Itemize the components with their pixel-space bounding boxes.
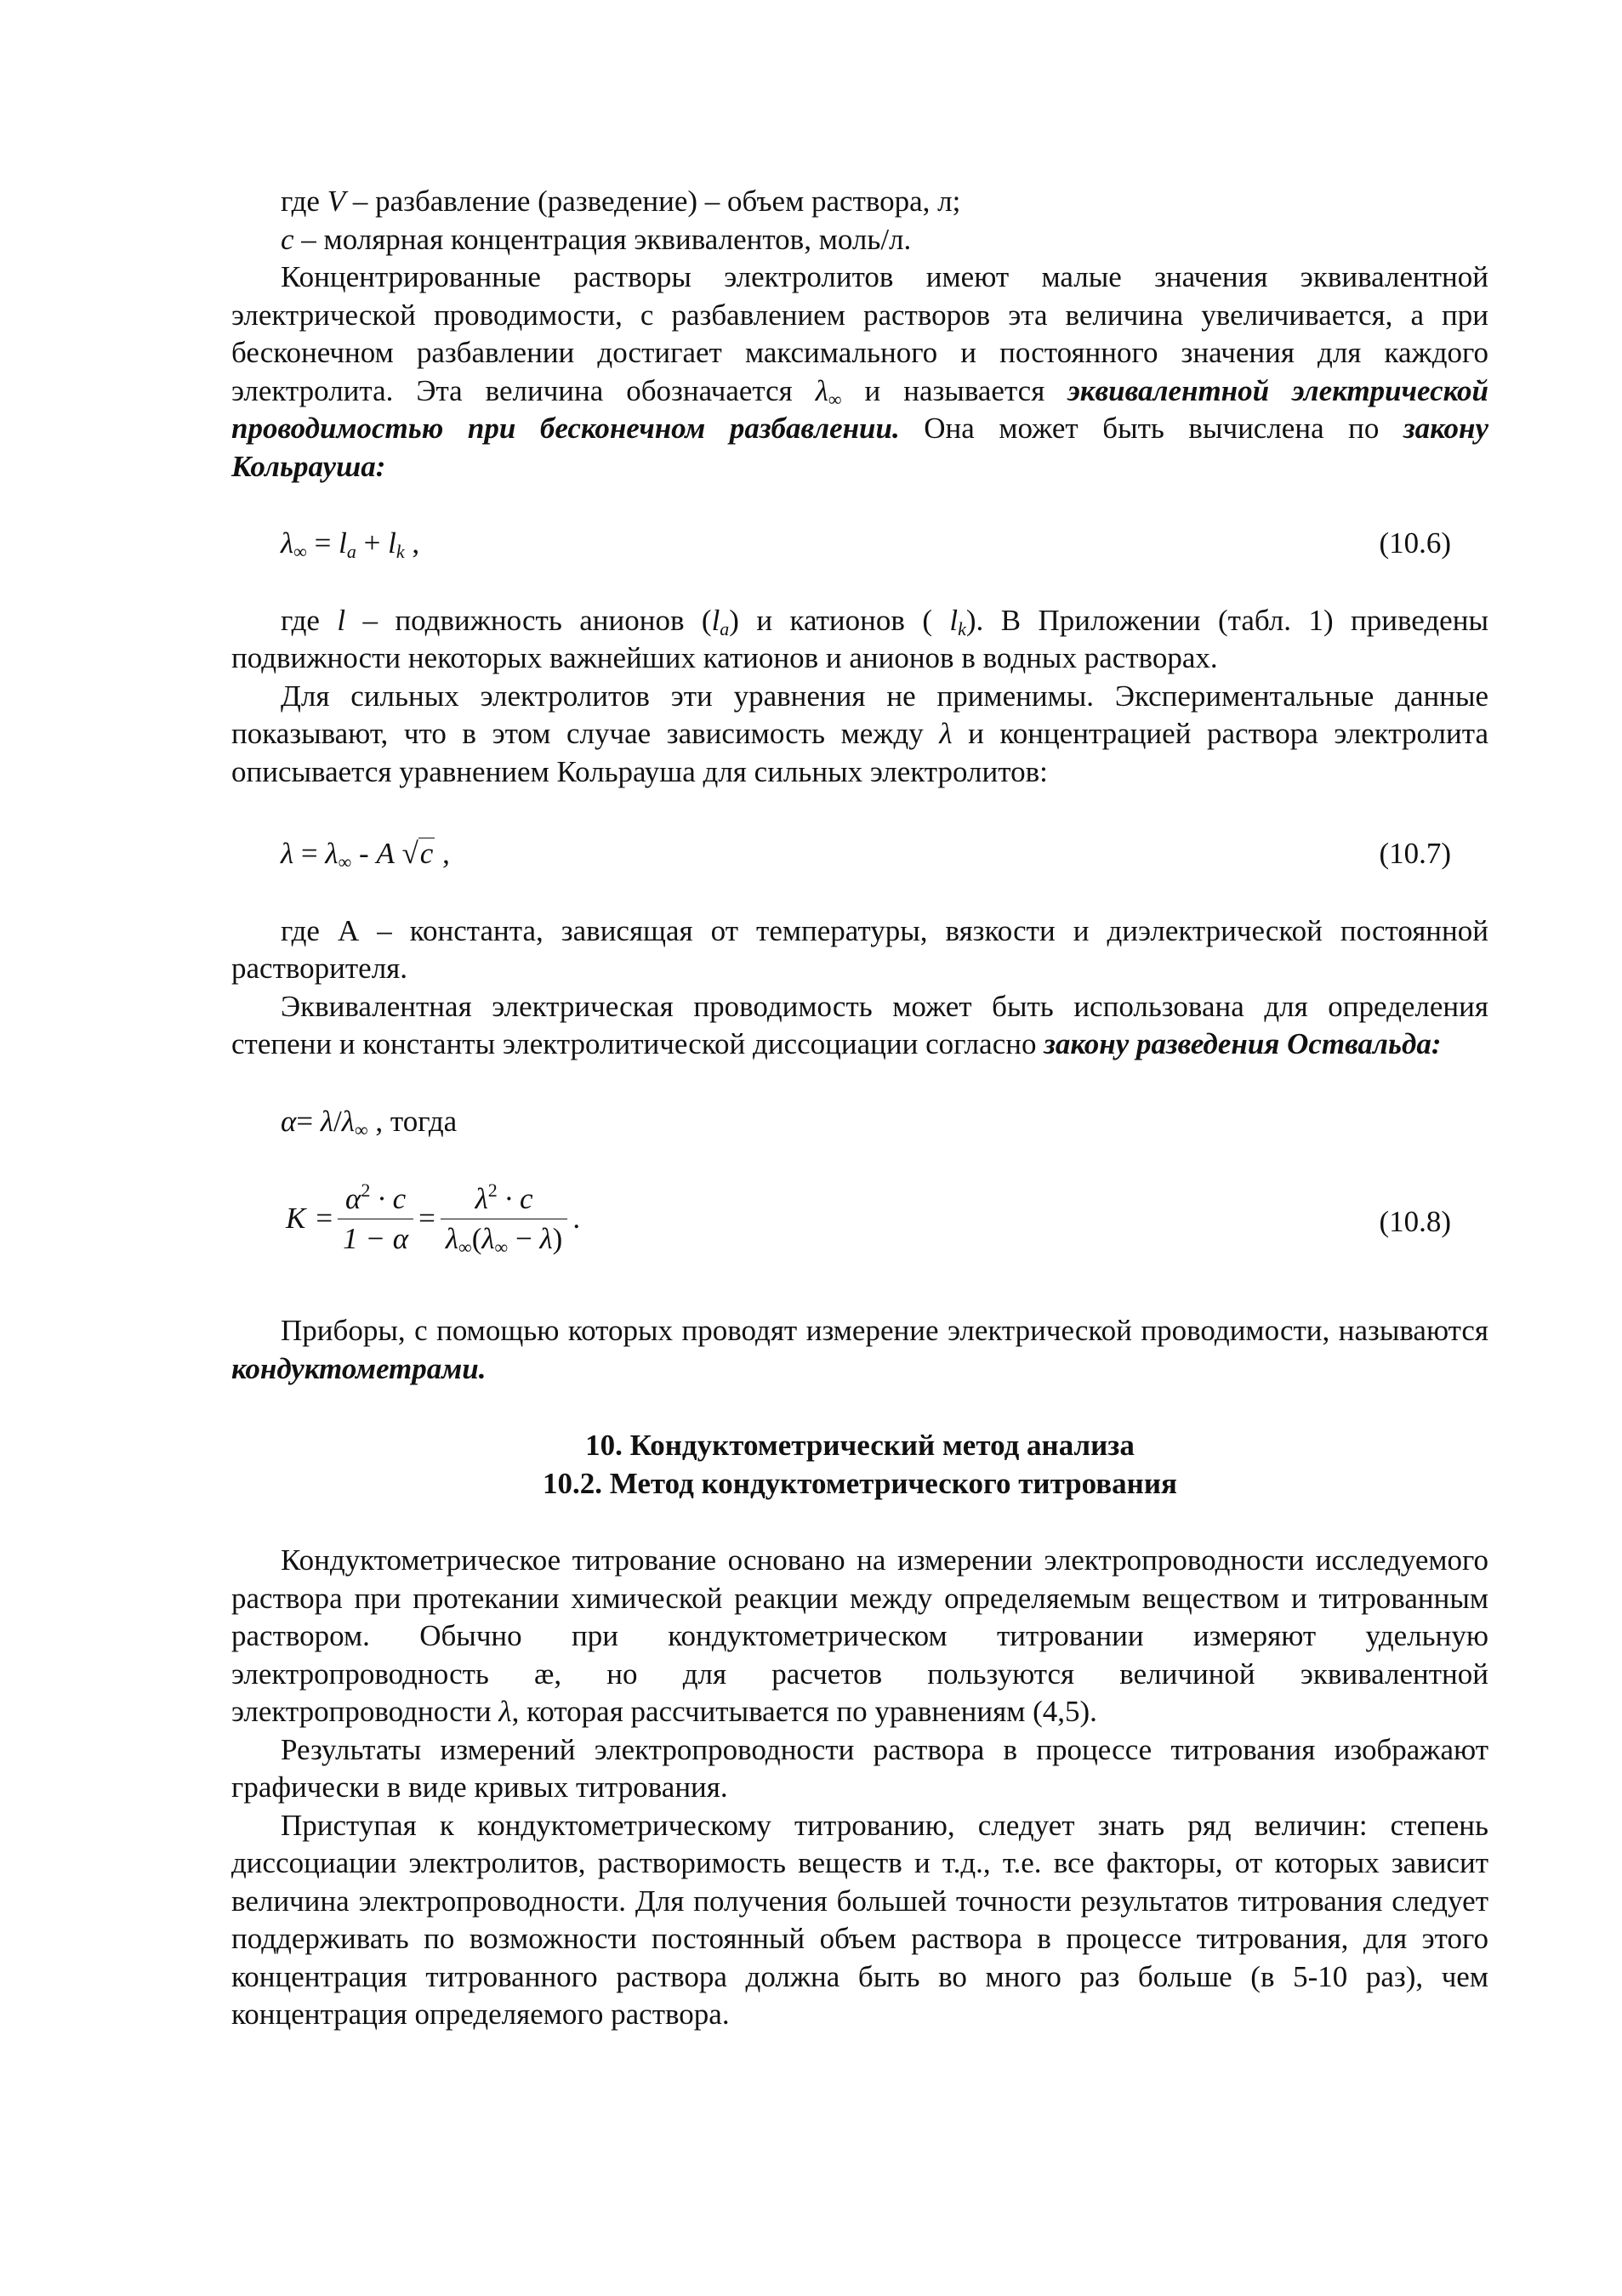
text: Концентрированные растворы электролитов имеют малые значения эквивалентной электрической проводимости, с разбавлением растворов эта величина увеличивается, а при бесконечном разбавлении достигает максимального и постоянного значения для каждого электролита. Эта величина обозначается <box>231 260 1488 407</box>
sym: A <box>376 837 395 870</box>
sym: l <box>388 526 396 560</box>
equation-number: (10.8) <box>1379 1205 1451 1238</box>
sym: λ <box>445 1222 459 1255</box>
term-highlight: эквивалентной электрической проводимостью при бесконечном разбавлении. <box>231 373 1488 445</box>
equation-body <box>281 1179 585 1259</box>
sub: ∞ <box>354 1118 368 1140</box>
text: где <box>281 603 338 637</box>
sym: l <box>339 526 347 560</box>
equation-10-6 <box>231 525 1488 563</box>
equation-body <box>281 525 419 563</box>
denominator <box>338 1219 413 1259</box>
text: ). В Приложении (табл. 1) приведены подвижности некоторых важнейших катионов и анионов в водных растворах. <box>231 603 1488 674</box>
text: где <box>281 185 327 218</box>
text: , тогда <box>367 1104 458 1138</box>
sub: ∞ <box>494 1236 509 1258</box>
sym: λ <box>320 1104 334 1138</box>
op: = <box>293 837 326 870</box>
sub: k <box>958 617 966 639</box>
sym: c <box>419 837 434 870</box>
op: ( <box>471 1222 482 1255</box>
sub: ∞ <box>293 541 307 562</box>
paragraph-conductometers <box>231 1312 1488 1388</box>
sym: λ <box>498 1695 512 1728</box>
op: = <box>418 1202 435 1236</box>
sym: λ <box>539 1222 553 1255</box>
sym: · c <box>497 1182 533 1215</box>
text: Приборы, с помощью которых проводят измерение электрической проводимости, называются <box>281 1314 1488 1347</box>
alpha-expression <box>231 1103 1488 1141</box>
law-highlight: закону разведения Оствальда: <box>1044 1027 1442 1060</box>
sub: ∞ <box>338 851 352 872</box>
sym: · c <box>370 1182 407 1215</box>
paragraph-titration-basis <box>231 1542 1488 1731</box>
text: – подвижность анионов ( <box>345 603 712 637</box>
sym: 1 − α <box>343 1222 409 1255</box>
inf-subscript: ∞ <box>828 388 842 410</box>
numerator <box>338 1179 413 1219</box>
term-highlight: кондуктометрами. <box>231 1351 487 1385</box>
paragraph-results: Результаты измерений электропроводности раствора в процессе титрования изображают графически в виде кривых титрования. <box>231 1732 1488 1804</box>
op: = <box>316 1202 333 1236</box>
equation-number: (10.7) <box>1379 837 1451 870</box>
paragraph-mobility <box>231 602 1488 678</box>
op: ) <box>552 1222 563 1255</box>
paragraph-procedure: Приступая к кондуктометрическому титрованию, следует знать ряд величин: степень диссоциации электролитов, растворимость веществ и т.д., т.е. все факторы, от которых зависит величина электропроводности. Для получения большей точности результатов титрования следует поддерживать по возможности постоянный объем раствора в процессе титрования, для этого концентрация титрованного раствора должна быть во много раз больше (в 5-10 раз), чем концентрация определяемого раствора. <box>231 1808 1488 2031</box>
paragraph-strong-electrolytes <box>231 678 1488 792</box>
text: , которая рассчитывается по уравнениям (4,5). <box>511 1695 1097 1728</box>
text: – разбавление (разведение) – объем раствора, л; <box>345 185 961 218</box>
sub: ∞ <box>458 1236 472 1258</box>
var-v: V <box>327 185 346 218</box>
sym: K <box>286 1202 306 1236</box>
op: = <box>296 1104 321 1138</box>
sym: λ <box>475 1182 488 1215</box>
op: / <box>333 1104 342 1138</box>
op: - <box>351 837 377 870</box>
sym: λ <box>341 1104 355 1138</box>
definition-line-c <box>231 221 1488 259</box>
law-highlight: закону Кольрауша: <box>231 412 1488 483</box>
equation-number: (10.6) <box>1379 526 1451 560</box>
equation-10-7 <box>231 835 1488 873</box>
op: + <box>356 526 389 560</box>
var-c: c <box>281 222 294 256</box>
sym: α <box>345 1182 361 1215</box>
text: и называется <box>841 373 1068 407</box>
paragraph-ostwald <box>231 988 1488 1064</box>
text: ) и катионов ( <box>729 603 950 637</box>
sup: 2 <box>361 1179 371 1201</box>
sub: k <box>396 541 405 562</box>
sup: 2 <box>487 1179 498 1201</box>
numerator <box>441 1179 567 1219</box>
sym: λ <box>481 1222 495 1255</box>
op: , <box>404 526 420 560</box>
op: = <box>306 526 339 560</box>
denominator <box>441 1219 567 1259</box>
subsection-heading: 10.2. Метод кондуктометрического титрования <box>543 1466 1177 1500</box>
sym: l <box>337 603 346 637</box>
op: , <box>435 837 450 870</box>
sym: α <box>281 1104 297 1138</box>
sym: λ <box>939 717 953 750</box>
sym: λ <box>281 837 294 870</box>
text: Кондуктометрическое титрование основано на измерении электропроводности исследуемого раствора при протекании химической реакции между определяемым веществом и титрованным раствором. Обычно при кондуктометрическом титровании измеряют удельную электропроводность æ, но для расчетов пользуются величиной эквивалентной электропроводности <box>231 1543 1488 1728</box>
sym: l <box>949 603 959 637</box>
text: и концентрацией раствора электролита описывается уравнением Кольрауша для сильных электролитов: <box>231 717 1488 788</box>
op: − <box>508 1222 540 1255</box>
equation-10-8 <box>231 1179 1488 1273</box>
fraction-2 <box>441 1179 567 1259</box>
lambda-symbol: λ <box>815 373 828 407</box>
section-heading: 10. Кондуктометрический метод анализа <box>585 1429 1135 1462</box>
document-page <box>231 183 1488 2034</box>
fraction-1 <box>338 1179 413 1259</box>
equation-body: $\lambda = \lambda_\infty - A$ √c , <box>281 837 450 872</box>
text: Для сильных электролитов эти уравнения не применимы. Экспериментальные данные показывают, что в этом случае зависимость между <box>231 679 1488 750</box>
op: . <box>572 1202 581 1236</box>
definition-line-v <box>231 183 1488 221</box>
text: Эквивалентная электрическая проводимость может быть использована для определения степени и константы электролитической диссоциации согласно <box>231 989 1488 1060</box>
sym: λ <box>281 526 294 560</box>
paragraph-concentrated-solutions <box>231 259 1488 486</box>
text: Она может быть вычислена по <box>899 412 1403 445</box>
equation-body <box>281 1103 457 1141</box>
sub: a <box>720 617 730 639</box>
sym: λ <box>325 837 339 870</box>
paragraph-constant-a: где А – константа, зависящая от температуры, вязкости и диэлектрической постоянной растворителя. <box>231 913 1488 985</box>
sym: l <box>711 603 720 637</box>
sub: a <box>346 541 356 562</box>
text: – молярная концентрация эквивалентов, моль/л. <box>293 222 912 256</box>
